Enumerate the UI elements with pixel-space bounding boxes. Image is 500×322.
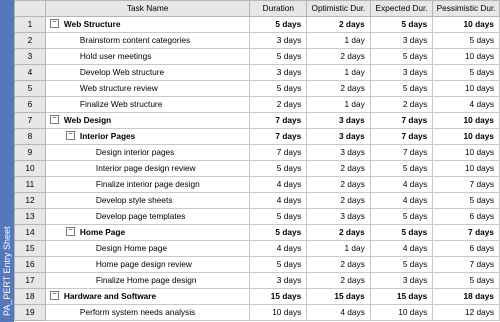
expected-dur-cell[interactable]: 7 days bbox=[370, 129, 433, 145]
task-name-text: Develop style sheets bbox=[95, 195, 173, 205]
task-name-text: Finalize interior page design bbox=[95, 179, 200, 189]
row-id-cell[interactable]: 19 bbox=[15, 305, 46, 321]
expected-dur-cell[interactable]: 4 days bbox=[370, 177, 433, 193]
task-name-cell[interactable] bbox=[45, 17, 249, 33]
task-row[interactable] bbox=[15, 177, 500, 193]
optimistic-dur-cell[interactable]: 2 days bbox=[307, 17, 371, 33]
task-name-cell[interactable] bbox=[45, 49, 249, 65]
pessimistic-dur-cell[interactable]: 5 days bbox=[433, 273, 500, 289]
task-name-cell[interactable] bbox=[45, 161, 249, 177]
pessimistic-dur-cell[interactable]: 5 days bbox=[433, 65, 500, 81]
task-name-text: Design Home page bbox=[95, 243, 167, 253]
duration-cell[interactable]: 4 days bbox=[250, 177, 307, 193]
pert-entry-table bbox=[14, 0, 500, 321]
duration-cell[interactable]: 2 days bbox=[250, 97, 307, 113]
task-row[interactable] bbox=[15, 81, 500, 97]
optimistic-dur-cell[interactable]: 1 day bbox=[307, 97, 371, 113]
duration-cell[interactable]: 10 days bbox=[250, 305, 307, 321]
collapse-icon[interactable]: − bbox=[50, 291, 59, 300]
duration-cell[interactable]: 4 days bbox=[250, 193, 307, 209]
duration-cell[interactable]: 7 days bbox=[250, 129, 307, 145]
task-rows bbox=[15, 17, 500, 321]
task-name-text: Home page design review bbox=[95, 259, 192, 269]
task-name-text: Design interior pages bbox=[95, 147, 175, 157]
pessimistic-dur-cell[interactable]: 18 days bbox=[433, 289, 500, 305]
task-name-text: Perform system needs analysis bbox=[79, 307, 196, 317]
expected-dur-cell[interactable]: 5 days bbox=[370, 257, 433, 273]
collapse-icon[interactable]: − bbox=[50, 19, 59, 28]
task-name-cell[interactable] bbox=[45, 209, 249, 225]
task-name-text: Finalize Home page design bbox=[95, 275, 197, 285]
optimistic-dur-cell[interactable]: 2 days bbox=[307, 49, 371, 65]
task-name-cell[interactable] bbox=[45, 305, 249, 321]
row-id-cell[interactable]: 15 bbox=[15, 241, 46, 257]
expected-dur-cell[interactable]: 5 days bbox=[370, 161, 433, 177]
task-row[interactable] bbox=[15, 145, 500, 161]
row-id-cell[interactable]: 5 bbox=[15, 81, 46, 97]
row-id-cell[interactable]: 1 bbox=[15, 17, 46, 33]
duration-cell[interactable]: 5 days bbox=[250, 225, 307, 241]
task-row[interactable] bbox=[15, 17, 500, 33]
task-name-cell[interactable] bbox=[45, 97, 249, 113]
row-id-cell[interactable]: 3 bbox=[15, 49, 46, 65]
row-id-cell[interactable]: 11 bbox=[15, 177, 46, 193]
task-name-text: Develop Web structure bbox=[79, 67, 165, 77]
row-id-cell[interactable]: 17 bbox=[15, 273, 46, 289]
column-header-duration[interactable]: Duration bbox=[250, 1, 307, 17]
optimistic-dur-cell[interactable]: 3 days bbox=[307, 145, 371, 161]
optimistic-dur-cell[interactable]: 1 day bbox=[307, 241, 371, 257]
duration-cell[interactable]: 15 days bbox=[250, 289, 307, 305]
column-header-optimistic[interactable]: Optimistic Dur. bbox=[307, 1, 371, 17]
task-name-text: Brainstorm content categories bbox=[79, 35, 191, 45]
task-name-cell[interactable] bbox=[45, 273, 249, 289]
task-name-text: Interior Pages bbox=[79, 131, 136, 141]
task-row[interactable] bbox=[15, 113, 500, 129]
task-row[interactable] bbox=[15, 193, 500, 209]
row-id-cell[interactable]: 14 bbox=[15, 225, 46, 241]
task-name-text: Web Structure bbox=[63, 19, 121, 29]
duration-cell[interactable]: 3 days bbox=[250, 273, 307, 289]
view-name-label: PA_PERT Entry Sheet bbox=[2, 226, 12, 316]
task-row[interactable] bbox=[15, 161, 500, 177]
row-id-cell[interactable]: 13 bbox=[15, 209, 46, 225]
row-id-cell[interactable]: 8 bbox=[15, 129, 46, 145]
expected-dur-cell[interactable]: 5 days bbox=[370, 81, 433, 97]
task-grid bbox=[14, 0, 500, 322]
expected-dur-cell[interactable]: 3 days bbox=[370, 33, 433, 49]
task-row[interactable] bbox=[15, 257, 500, 273]
task-row[interactable] bbox=[15, 273, 500, 289]
task-name-text: Finalize Web structure bbox=[79, 99, 163, 109]
task-name-text: Home Page bbox=[79, 227, 126, 237]
optimistic-dur-cell[interactable]: 3 days bbox=[307, 209, 371, 225]
pessimistic-dur-cell[interactable]: 12 days bbox=[433, 305, 500, 321]
pessimistic-dur-cell[interactable]: 10 days bbox=[433, 145, 500, 161]
pessimistic-dur-cell[interactable]: 10 days bbox=[433, 113, 500, 129]
duration-cell[interactable]: 5 days bbox=[250, 161, 307, 177]
task-name-cell[interactable] bbox=[45, 65, 249, 81]
optimistic-dur-cell[interactable]: 2 days bbox=[307, 193, 371, 209]
optimistic-dur-cell[interactable]: 2 days bbox=[307, 273, 371, 289]
duration-cell[interactable]: 4 days bbox=[250, 241, 307, 257]
optimistic-dur-cell[interactable]: 1 day bbox=[307, 33, 371, 49]
row-id-cell[interactable]: 7 bbox=[15, 113, 46, 129]
optimistic-dur-cell[interactable]: 15 days bbox=[307, 289, 371, 305]
expected-dur-cell[interactable]: 5 days bbox=[370, 209, 433, 225]
expected-dur-cell[interactable]: 7 days bbox=[370, 113, 433, 129]
optimistic-dur-cell[interactable]: 3 days bbox=[307, 113, 371, 129]
task-row[interactable] bbox=[15, 97, 500, 113]
task-name-cell[interactable] bbox=[45, 225, 249, 241]
duration-cell[interactable]: 5 days bbox=[250, 257, 307, 273]
duration-cell[interactable]: 5 days bbox=[250, 209, 307, 225]
column-header-expected[interactable]: Expected Dur. bbox=[370, 1, 433, 17]
optimistic-dur-cell[interactable]: 3 days bbox=[307, 129, 371, 145]
task-name-cell[interactable] bbox=[45, 241, 249, 257]
optimistic-dur-cell[interactable]: 4 days bbox=[307, 305, 371, 321]
column-header-pessimistic[interactable]: Pessimistic Dur. bbox=[433, 1, 500, 17]
row-id-cell[interactable]: 4 bbox=[15, 65, 46, 81]
expected-dur-cell[interactable]: 4 days bbox=[370, 241, 433, 257]
task-name-text: Hardware and Software bbox=[63, 291, 157, 301]
collapse-icon[interactable]: − bbox=[66, 227, 75, 236]
expected-dur-cell[interactable]: 5 days bbox=[370, 49, 433, 65]
duration-cell[interactable]: 3 days bbox=[250, 33, 307, 49]
collapse-icon[interactable]: − bbox=[66, 131, 75, 140]
pessimistic-dur-cell[interactable]: 7 days bbox=[433, 225, 500, 241]
row-id-cell[interactable]: 6 bbox=[15, 97, 46, 113]
pessimistic-dur-cell[interactable]: 6 days bbox=[433, 209, 500, 225]
task-row[interactable] bbox=[15, 209, 500, 225]
expected-dur-cell[interactable]: 4 days bbox=[370, 193, 433, 209]
expected-dur-cell[interactable]: 3 days bbox=[370, 273, 433, 289]
task-name-text: Hold user meetings bbox=[79, 51, 152, 61]
pessimistic-dur-cell[interactable]: 6 days bbox=[433, 241, 500, 257]
row-id-cell[interactable]: 12 bbox=[15, 193, 46, 209]
row-id-cell[interactable]: 16 bbox=[15, 257, 46, 273]
task-name-cell[interactable] bbox=[45, 193, 249, 209]
expected-dur-cell[interactable]: 3 days bbox=[370, 65, 433, 81]
pessimistic-dur-cell[interactable]: 5 days bbox=[433, 193, 500, 209]
pessimistic-dur-cell[interactable]: 4 days bbox=[433, 97, 500, 113]
duration-cell[interactable]: 3 days bbox=[250, 65, 307, 81]
view-bar bbox=[0, 0, 14, 322]
optimistic-dur-cell[interactable]: 2 days bbox=[307, 225, 371, 241]
pessimistic-dur-cell[interactable]: 5 days bbox=[433, 33, 500, 49]
duration-cell[interactable]: 5 days bbox=[250, 17, 307, 33]
row-id-cell[interactable]: 2 bbox=[15, 33, 46, 49]
task-row[interactable] bbox=[15, 33, 500, 49]
task-name-text: Develop page templates bbox=[95, 211, 186, 221]
row-id-cell[interactable]: 9 bbox=[15, 145, 46, 161]
task-name-cell[interactable] bbox=[45, 145, 249, 161]
task-name-text: Interior page design review bbox=[95, 163, 196, 173]
duration-cell[interactable]: 5 days bbox=[250, 81, 307, 97]
header-row bbox=[15, 1, 500, 17]
optimistic-dur-cell[interactable]: 1 day bbox=[307, 65, 371, 81]
collapse-icon[interactable]: − bbox=[50, 115, 59, 124]
task-name-cell[interactable] bbox=[45, 129, 249, 145]
task-row[interactable] bbox=[15, 49, 500, 65]
select-all-corner[interactable] bbox=[15, 1, 46, 17]
task-row[interactable] bbox=[15, 241, 500, 257]
pessimistic-dur-cell[interactable]: 7 days bbox=[433, 177, 500, 193]
optimistic-dur-cell[interactable]: 2 days bbox=[307, 161, 371, 177]
expected-dur-cell[interactable]: 15 days bbox=[370, 289, 433, 305]
expected-dur-cell[interactable]: 7 days bbox=[370, 145, 433, 161]
optimistic-dur-cell[interactable]: 2 days bbox=[307, 257, 371, 273]
pessimistic-dur-cell[interactable]: 10 days bbox=[433, 17, 500, 33]
task-name-cell[interactable] bbox=[45, 113, 249, 129]
task-row[interactable] bbox=[15, 129, 500, 145]
task-name-text: Web Design bbox=[63, 115, 112, 125]
optimistic-dur-cell[interactable]: 2 days bbox=[307, 177, 371, 193]
task-name-cell[interactable] bbox=[45, 33, 249, 49]
column-header-task-name[interactable]: Task Name bbox=[45, 1, 249, 17]
task-name-cell[interactable] bbox=[45, 257, 249, 273]
expected-dur-cell[interactable]: 5 days bbox=[370, 17, 433, 33]
task-name-cell[interactable] bbox=[45, 177, 249, 193]
duration-cell[interactable]: 7 days bbox=[250, 145, 307, 161]
duration-cell[interactable]: 5 days bbox=[250, 49, 307, 65]
pessimistic-dur-cell[interactable]: 10 days bbox=[433, 49, 500, 65]
task-row[interactable] bbox=[15, 225, 500, 241]
task-row[interactable] bbox=[15, 289, 500, 305]
pessimistic-dur-cell[interactable]: 10 days bbox=[433, 129, 500, 145]
expected-dur-cell[interactable]: 5 days bbox=[370, 225, 433, 241]
optimistic-dur-cell[interactable]: 2 days bbox=[307, 81, 371, 97]
duration-cell[interactable]: 7 days bbox=[250, 113, 307, 129]
expected-dur-cell[interactable]: 2 days bbox=[370, 97, 433, 113]
row-id-cell[interactable]: 18 bbox=[15, 289, 46, 305]
task-name-cell[interactable] bbox=[45, 81, 249, 97]
task-name-text: Web structure review bbox=[79, 83, 158, 93]
row-id-cell[interactable]: 10 bbox=[15, 161, 46, 177]
pessimistic-dur-cell[interactable]: 10 days bbox=[433, 81, 500, 97]
task-name-cell[interactable] bbox=[45, 289, 249, 305]
pessimistic-dur-cell[interactable]: 10 days bbox=[433, 161, 500, 177]
pessimistic-dur-cell[interactable]: 7 days bbox=[433, 257, 500, 273]
expected-dur-cell[interactable]: 10 days bbox=[370, 305, 433, 321]
task-row[interactable] bbox=[15, 305, 500, 321]
task-row[interactable] bbox=[15, 65, 500, 81]
